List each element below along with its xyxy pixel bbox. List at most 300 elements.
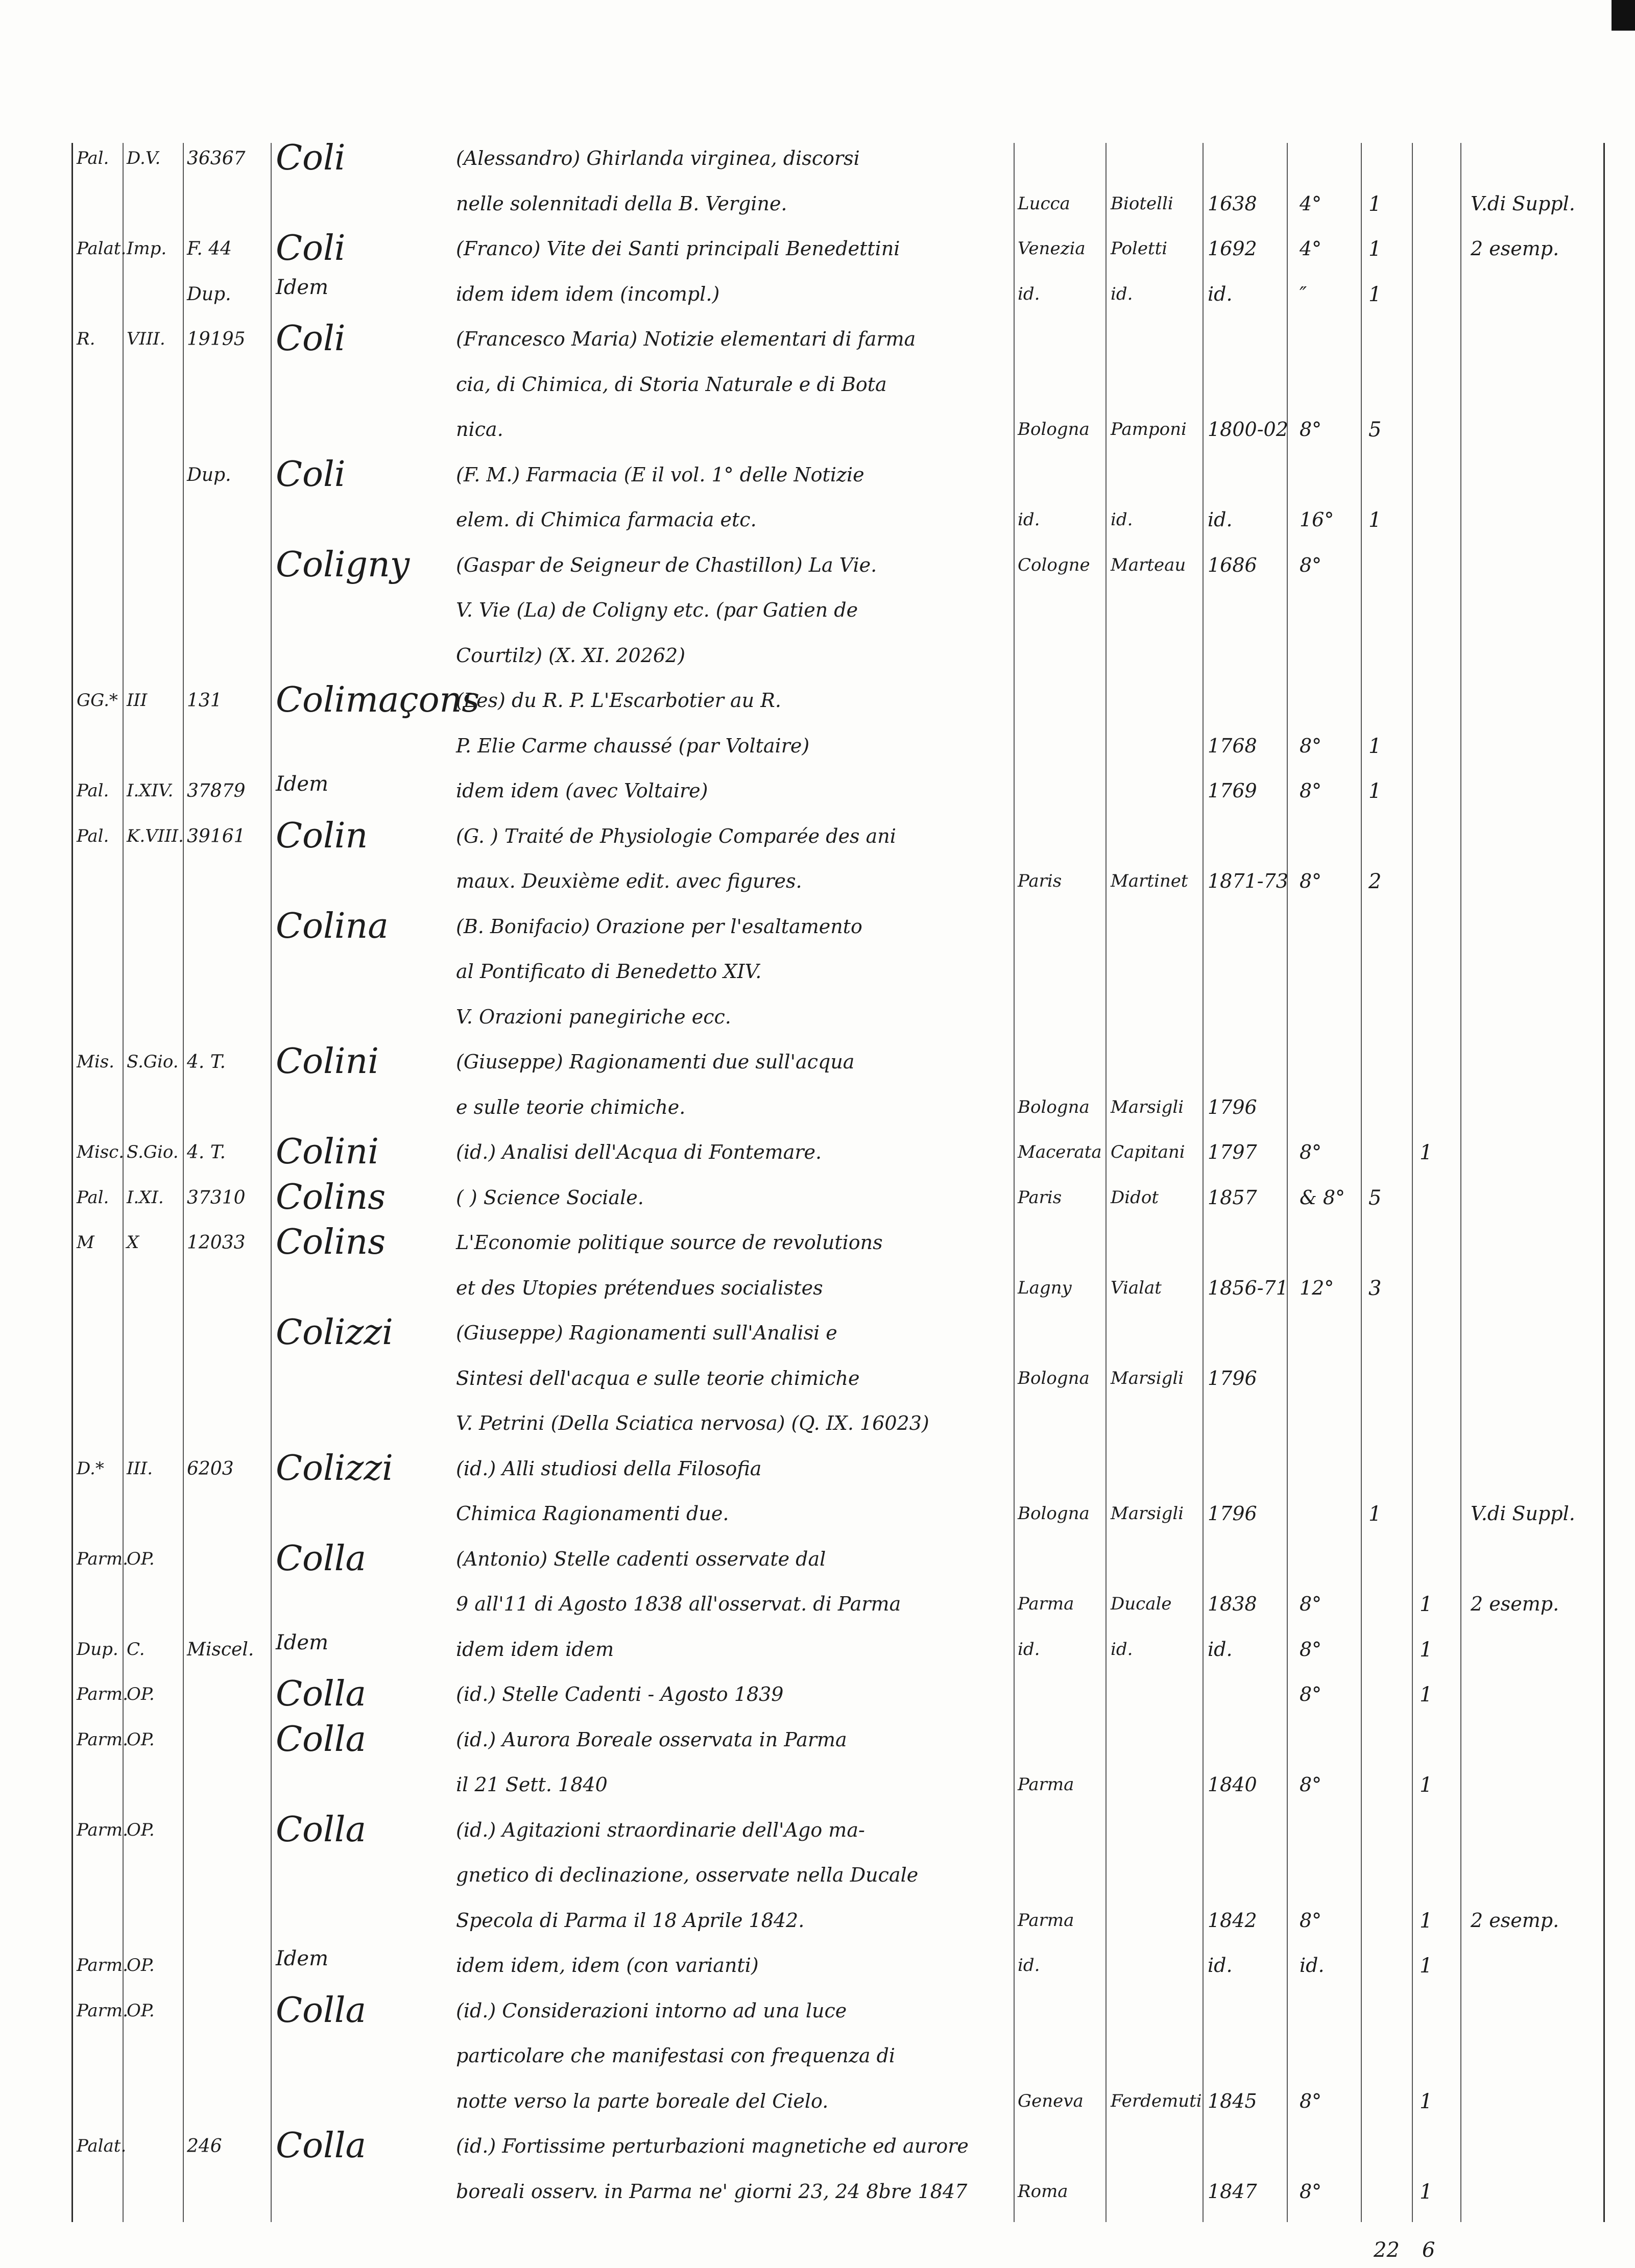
- location-cell: Palat.: [77, 2136, 127, 2156]
- place-cell: Bologna: [1018, 419, 1090, 440]
- volumes-cell: [1368, 1448, 1404, 1457]
- title-cell: Chimica Ragionamenti due.: [456, 1502, 729, 1525]
- author-cell: Idem: [276, 275, 329, 299]
- copies-cell: 1: [1420, 1954, 1433, 1978]
- format-cell: 8°: [1300, 553, 1322, 576]
- call-number-cell: 39161: [187, 825, 246, 847]
- year-cell: 1871-73: [1208, 870, 1288, 892]
- catalog-row: [0, 1041, 1635, 1090]
- volumes-cell: 1: [1368, 192, 1382, 216]
- printer-cell: [1111, 1945, 1200, 1955]
- location-cell: [77, 725, 123, 736]
- format-cell: 8°: [1300, 1683, 1322, 1705]
- note-cell: [1471, 1719, 1614, 1728]
- printer-cell: Marteau: [1111, 554, 1186, 575]
- location-cell: [77, 1312, 123, 1323]
- shelf-cell: [127, 2171, 183, 2181]
- copies-cell: [1420, 590, 1450, 599]
- printer-cell: Pamponi: [1111, 419, 1187, 440]
- author-cell: Colizzi: [276, 1312, 393, 1353]
- shelf-cell: I.XIV.: [127, 781, 174, 801]
- shelf-cell: C.: [127, 1639, 145, 1660]
- copies-cell: [1420, 996, 1450, 1006]
- call-number-cell: 36367: [187, 148, 246, 169]
- year-cell: [1208, 1448, 1279, 1457]
- title-cell: al Pontificato di Benedetto XIV.: [456, 960, 762, 983]
- year-cell: [1208, 1810, 1279, 1819]
- note-cell: [1471, 1087, 1614, 1096]
- volumes-cell: [1368, 1312, 1404, 1322]
- location-cell: Misc.: [77, 1142, 124, 1162]
- author-cell: Colla: [276, 1809, 367, 1850]
- volumes-cell: 5: [1368, 1186, 1382, 1210]
- catalog-row: [0, 499, 1635, 548]
- format-cell: [1300, 138, 1356, 147]
- year-cell: [1208, 680, 1279, 689]
- place-cell: [1018, 951, 1094, 961]
- call-number-cell: 6203: [187, 1458, 234, 1479]
- year-cell: 1692: [1208, 237, 1257, 260]
- catalog-row: [0, 319, 1635, 367]
- catalog-row: [0, 1493, 1635, 1542]
- title-cell: 9 all'11 di Agosto 1838 all'osservat. di Parma: [456, 1593, 901, 1615]
- call-number-cell: [187, 1900, 269, 1910]
- printer-cell: [1111, 1900, 1200, 1910]
- note-cell: [1471, 499, 1614, 508]
- volumes-cell: [1368, 951, 1404, 960]
- place-cell: [1018, 1719, 1094, 1729]
- place-cell: [1018, 364, 1094, 374]
- format-cell: [1300, 454, 1356, 464]
- author-cell: Coli: [276, 228, 346, 269]
- printer-cell: Ducale: [1111, 1594, 1172, 1614]
- note-cell: [1471, 1267, 1614, 1277]
- location-cell: Parm.: [77, 2000, 128, 2021]
- place-cell: [1018, 1403, 1094, 1413]
- catalog-row: [0, 1674, 1635, 1722]
- location-cell: [77, 499, 123, 509]
- title-cell: maux. Deuxième edit. avec figures.: [456, 870, 802, 892]
- note-cell: [1471, 816, 1614, 825]
- shelf-cell: OP.: [127, 1819, 155, 1840]
- printer-cell: [1111, 590, 1200, 600]
- place-cell: Geneva: [1018, 2090, 1084, 2111]
- title-cell: boreali osserv. in Parma ne' giorni 23, 24 8bre 1847: [456, 2180, 968, 2203]
- author-cell: Colin: [276, 815, 368, 856]
- printer-cell: [1111, 138, 1200, 148]
- note-cell: [1471, 409, 1614, 418]
- call-number-cell: 4. T.: [187, 1052, 226, 1072]
- location-cell: D.*: [77, 1458, 104, 1479]
- place-cell: [1018, 1312, 1094, 1323]
- author-cell: Coligny: [276, 544, 410, 585]
- printer-cell: [1111, 1403, 1200, 1413]
- place-cell: [1018, 725, 1094, 736]
- title-cell: (G. ) Traité de Physiologie Comparée des ani: [456, 824, 896, 847]
- place-cell: Roma: [1018, 2181, 1068, 2202]
- format-cell: 8°: [1300, 1773, 1322, 1796]
- title-cell: (Franco) Vite dei Santi principali Benedettini: [456, 237, 900, 260]
- format-cell: 16°: [1300, 508, 1334, 531]
- catalog-row: [0, 409, 1635, 457]
- call-number-cell: Dup.: [187, 283, 231, 305]
- format-cell: [1300, 1448, 1356, 1457]
- call-number-cell: [187, 1312, 269, 1323]
- printer-cell: [1111, 1222, 1200, 1232]
- note-cell: [1471, 1403, 1614, 1412]
- title-cell: L'Economie politique source de revolutions: [456, 1231, 883, 1254]
- catalog-row: [0, 545, 1635, 593]
- note-cell: [1471, 1222, 1614, 1231]
- place-cell: [1018, 680, 1094, 690]
- author-cell: Idem: [276, 772, 329, 796]
- copies-cell: [1420, 545, 1450, 554]
- title-cell: idem idem (avec Voltaire): [456, 779, 708, 802]
- call-number-cell: Miscel.: [187, 1639, 254, 1660]
- title-cell: (id.) Aurora Boreale osservata in Parma: [456, 1728, 847, 1751]
- format-cell: 8°: [1300, 1593, 1322, 1615]
- catalog-row: [0, 1629, 1635, 1677]
- copies-cell: [1420, 2035, 1450, 2044]
- year-cell: 1796: [1208, 1367, 1257, 1389]
- location-cell: [77, 1583, 123, 1594]
- format-cell: [1300, 1222, 1356, 1231]
- shelf-cell: III: [127, 690, 148, 711]
- printer-cell: Didot: [1111, 1187, 1159, 1208]
- shelf-cell: [127, 409, 183, 419]
- year-cell: [1208, 1403, 1279, 1412]
- copies-cell: [1420, 1990, 1450, 1999]
- year-cell: 1842: [1208, 1909, 1257, 1932]
- title-cell: (Alessandro) Ghirlanda virginea, discorsi: [456, 147, 860, 169]
- volumes-cell: [1368, 364, 1404, 373]
- call-number-cell: [187, 1358, 269, 1368]
- location-cell: [77, 454, 123, 465]
- copies-cell: [1420, 1403, 1450, 1412]
- note-cell: [1471, 1674, 1614, 1683]
- printer-cell: [1111, 770, 1200, 781]
- title-cell: V. Vie (La) de Coligny etc. (par Gatien de: [456, 599, 858, 621]
- year-cell: [1208, 1222, 1279, 1231]
- year-cell: [1208, 590, 1279, 599]
- year-cell: 1838: [1208, 1593, 1257, 1615]
- year-cell: 1800-02: [1208, 418, 1288, 441]
- total-volumes: 22: [1374, 2238, 1400, 2262]
- printer-cell: [1111, 1855, 1200, 1865]
- volumes-cell: [1368, 1945, 1404, 1954]
- format-cell: [1300, 590, 1356, 599]
- title-cell: (Antonio) Stelle cadenti osservate dal: [456, 1547, 826, 1570]
- note-cell: [1471, 1945, 1614, 1954]
- call-number-cell: 19195: [187, 329, 246, 350]
- place-cell: Bologna: [1018, 1368, 1090, 1388]
- shelf-cell: I.XI.: [127, 1187, 164, 1208]
- call-number-cell: [187, 861, 269, 871]
- author-cell: Colla: [276, 1719, 367, 1760]
- title-cell: particolare che manifestasi con frequenza di: [456, 2044, 896, 2067]
- volumes-cell: [1368, 1855, 1404, 1864]
- printer-cell: id.: [1111, 283, 1133, 304]
- printer-cell: [1111, 680, 1200, 690]
- copies-cell: [1420, 861, 1450, 870]
- place-cell: Cologne: [1018, 554, 1090, 575]
- call-number-cell: 37310: [187, 1187, 246, 1208]
- printer-cell: Biotelli: [1111, 193, 1173, 214]
- note-cell: [1471, 2035, 1614, 2044]
- printer-cell: [1111, 1810, 1200, 1820]
- format-cell: [1300, 1539, 1356, 1548]
- shelf-cell: OP.: [127, 1955, 155, 1976]
- format-cell: [1300, 1403, 1356, 1412]
- year-cell: [1208, 1719, 1279, 1728]
- catalog-row: [0, 1539, 1635, 1587]
- catalog-row: [0, 635, 1635, 684]
- copies-cell: [1420, 364, 1450, 373]
- place-cell: Venezia: [1018, 238, 1086, 259]
- printer-cell: [1111, 1990, 1200, 2001]
- note-cell: [1471, 1855, 1614, 1864]
- location-cell: [77, 951, 123, 961]
- copies-cell: [1420, 816, 1450, 825]
- location-cell: R.: [77, 329, 95, 349]
- volumes-cell: 1: [1368, 779, 1382, 803]
- format-cell: [1300, 996, 1356, 1006]
- printer-cell: id.: [1111, 509, 1133, 530]
- location-cell: [77, 2171, 123, 2181]
- location-cell: [77, 1403, 123, 1413]
- volumes-cell: [1368, 1403, 1404, 1412]
- place-cell: Paris: [1018, 871, 1062, 891]
- printer-cell: [1111, 816, 1200, 826]
- note-cell: [1471, 725, 1614, 735]
- format-cell: 8°: [1300, 779, 1322, 802]
- year-cell: [1208, 1312, 1279, 1322]
- catalog-row: [0, 1358, 1635, 1406]
- note-cell: [1471, 319, 1614, 328]
- title-cell: e sulle teorie chimiche.: [456, 1095, 686, 1118]
- place-cell: [1018, 635, 1094, 645]
- shelf-cell: [127, 454, 183, 465]
- shelf-cell: VIII.: [127, 329, 165, 349]
- author-cell: Coli: [276, 138, 346, 178]
- note-cell: [1471, 2126, 1614, 2135]
- format-cell: [1300, 816, 1356, 825]
- volumes-cell: [1368, 545, 1404, 554]
- volumes-cell: [1368, 1629, 1404, 1638]
- shelf-cell: [127, 1583, 183, 1594]
- copies-cell: 1: [1420, 1593, 1433, 1616]
- catalog-row: [0, 1087, 1635, 1135]
- call-number-cell: [187, 1674, 269, 1684]
- catalog-row: [0, 1900, 1635, 1948]
- volumes-cell: 1: [1368, 734, 1382, 758]
- note-cell: [1471, 680, 1614, 689]
- format-cell: [1300, 1855, 1356, 1864]
- catalog-row: [0, 725, 1635, 774]
- catalog-row: [0, 274, 1635, 322]
- format-cell: 8°: [1300, 2180, 1322, 2203]
- volumes-cell: [1368, 454, 1404, 464]
- catalog-row: [0, 1132, 1635, 1180]
- place-cell: [1018, 2035, 1094, 2045]
- format-cell: [1300, 319, 1356, 328]
- year-cell: [1208, 816, 1279, 825]
- location-cell: [77, 183, 123, 193]
- volumes-cell: [1368, 635, 1404, 644]
- call-number-cell: [187, 364, 269, 374]
- location-cell: Pal.: [77, 781, 109, 801]
- place-cell: [1018, 1222, 1094, 1232]
- call-number-cell: [187, 951, 269, 961]
- location-cell: Pal.: [77, 825, 109, 846]
- format-cell: 8°: [1300, 1638, 1322, 1661]
- author-cell: Idem: [276, 1947, 329, 1970]
- place-cell: Lucca: [1018, 193, 1070, 214]
- place-cell: Lagny: [1018, 1277, 1072, 1298]
- location-cell: [77, 1358, 123, 1368]
- author-cell: Colla: [276, 1674, 367, 1714]
- location-cell: GG.*: [77, 690, 118, 711]
- shelf-cell: OP.: [127, 1548, 155, 1569]
- title-cell: (Giuseppe) Ragionamenti due sull'acqua: [456, 1051, 855, 1073]
- shelf-cell: K.VIII.: [127, 825, 184, 846]
- copies-cell: [1420, 1810, 1450, 1819]
- format-cell: [1300, 1358, 1356, 1367]
- printer-cell: Marsigli: [1111, 1096, 1184, 1117]
- shelf-cell: [127, 1312, 183, 1323]
- shelf-cell: [127, 1855, 183, 1865]
- format-cell: [1300, 1990, 1356, 1999]
- printer-cell: Poletti: [1111, 238, 1168, 259]
- location-cell: Mis.: [77, 1052, 114, 1072]
- location-cell: [77, 1855, 123, 1865]
- year-cell: [1208, 454, 1279, 464]
- year-cell: 1797: [1208, 1141, 1257, 1163]
- title-cell: gnetico di declinazione, osservate nella Ducale: [456, 1864, 919, 1886]
- shelf-cell: [127, 635, 183, 645]
- location-cell: Parm.: [77, 1955, 128, 1976]
- format-cell: 8°: [1300, 418, 1322, 441]
- call-number-cell: 12033: [187, 1232, 246, 1253]
- catalog-row: [0, 2081, 1635, 2129]
- catalog-row: [0, 454, 1635, 503]
- copies-cell: [1420, 1539, 1450, 1548]
- catalog-row: [0, 770, 1635, 819]
- volumes-cell: 3: [1368, 1276, 1382, 1300]
- shelf-cell: X: [127, 1232, 139, 1253]
- catalog-row: [0, 1810, 1635, 1858]
- note-cell: V.di Suppl.: [1471, 192, 1575, 215]
- volumes-cell: [1368, 1539, 1404, 1548]
- shelf-cell: [127, 2035, 183, 2045]
- printer-cell: id.: [1111, 1639, 1133, 1660]
- place-cell: id.: [1018, 283, 1040, 304]
- location-cell: [77, 2035, 123, 2045]
- printer-cell: [1111, 951, 1200, 961]
- printer-cell: [1111, 2126, 1200, 2136]
- volumes-cell: 2: [1368, 870, 1382, 893]
- call-number-cell: [187, 1087, 269, 1097]
- place-cell: Parma: [1018, 1774, 1074, 1795]
- location-cell: Parm.: [77, 1819, 128, 1840]
- year-cell: 1769: [1208, 779, 1257, 802]
- note-cell: [1471, 2081, 1614, 2090]
- shelf-cell: OP.: [127, 2000, 155, 2021]
- title-cell: (Gaspar de Seigneur de Chastillon) La Vie.: [456, 553, 877, 576]
- copies-cell: 1: [1420, 1638, 1433, 1662]
- catalog-row: [0, 1719, 1635, 1768]
- copies-cell: [1420, 770, 1450, 779]
- location-cell: Pal.: [77, 148, 109, 168]
- year-cell: 1796: [1208, 1095, 1257, 1118]
- catalog-row: [0, 1583, 1635, 1632]
- year-cell: [1208, 319, 1279, 328]
- shelf-cell: [127, 861, 183, 871]
- year-cell: [1208, 1674, 1279, 1683]
- note-cell: [1471, 1764, 1614, 1773]
- volumes-cell: [1368, 1810, 1404, 1819]
- format-cell: [1300, 1041, 1356, 1051]
- year-cell: 1845: [1208, 2089, 1257, 2112]
- location-cell: Parm.: [77, 1729, 128, 1750]
- copies-cell: 1: [1420, 2180, 1433, 2204]
- title-cell: (Giuseppe) Ragionamenti sull'Analisi e: [456, 1322, 837, 1344]
- catalog-row: [0, 861, 1635, 909]
- note-cell: [1471, 1358, 1614, 1367]
- note-cell: [1471, 1312, 1614, 1322]
- printer-cell: Marsigli: [1111, 1368, 1184, 1388]
- location-cell: [77, 861, 123, 871]
- catalog-row: [0, 680, 1635, 728]
- printer-cell: Marsigli: [1111, 1503, 1184, 1524]
- author-cell: Colini: [276, 1132, 379, 1172]
- format-cell: [1300, 364, 1356, 373]
- printer-cell: [1111, 2171, 1200, 2181]
- format-cell: 12°: [1300, 1276, 1334, 1299]
- volumes-cell: [1368, 1674, 1404, 1683]
- printer-cell: [1111, 364, 1200, 374]
- catalog-row: [0, 2035, 1635, 2084]
- format-cell: [1300, 1312, 1356, 1322]
- copies-cell: [1420, 183, 1450, 192]
- volumes-cell: [1368, 1583, 1404, 1593]
- format-cell: [1300, 2126, 1356, 2135]
- catalog-row: [0, 951, 1635, 999]
- author-cell: Colins: [276, 1177, 386, 1217]
- call-number-cell: [187, 409, 269, 419]
- note-cell: [1471, 274, 1614, 283]
- volumes-cell: [1368, 680, 1404, 689]
- volumes-cell: [1368, 1087, 1404, 1096]
- catalog-row: [0, 1764, 1635, 1813]
- catalog-row: [0, 590, 1635, 638]
- location-cell: Pal.: [77, 1187, 109, 1208]
- format-cell: [1300, 1719, 1356, 1728]
- printer-cell: [1111, 2035, 1200, 2045]
- format-cell: [1300, 1087, 1356, 1096]
- note-cell: [1471, 1041, 1614, 1051]
- author-cell: Colla: [276, 1538, 367, 1579]
- title-cell: V. Orazioni panegiriche ecc.: [456, 1005, 731, 1028]
- note-cell: [1471, 2171, 1614, 2180]
- copies-cell: [1420, 1448, 1450, 1457]
- place-cell: Bologna: [1018, 1503, 1090, 1524]
- shelf-cell: OP.: [127, 1729, 155, 1750]
- location-cell: M: [77, 1232, 94, 1253]
- shelf-cell: [127, 183, 183, 193]
- location-cell: Parm.: [77, 1548, 128, 1569]
- volumes-cell: [1368, 1041, 1404, 1051]
